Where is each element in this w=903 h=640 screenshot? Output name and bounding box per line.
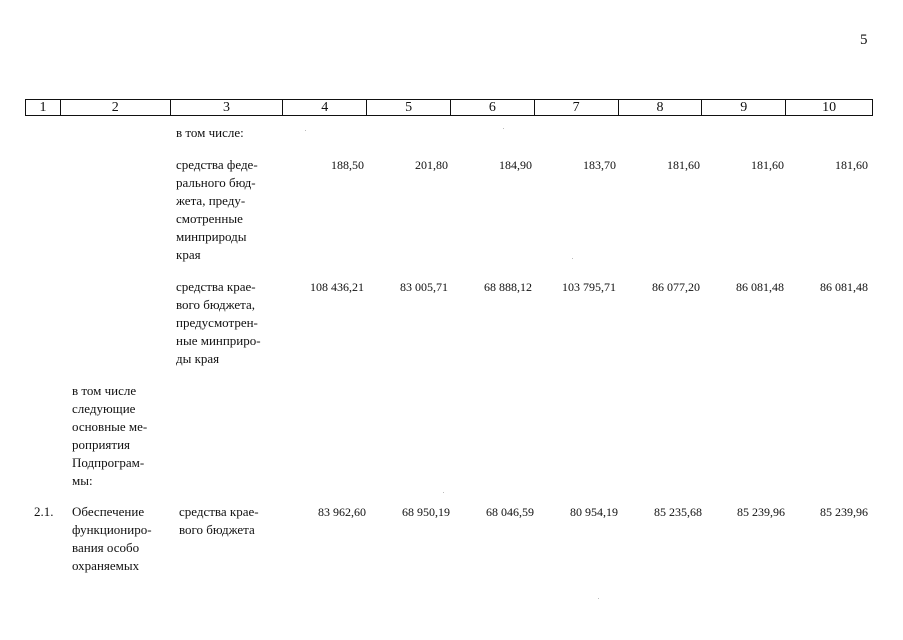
item-name xyxy=(72,503,168,575)
measures-label-line: основные ме- xyxy=(72,419,148,434)
header-col-8: 8 xyxy=(619,100,703,115)
header-col-6: 6 xyxy=(451,100,535,115)
header-col-9: 9 xyxy=(702,100,786,115)
measures-label-line: в том числе xyxy=(72,383,137,398)
table-header-row xyxy=(25,99,873,116)
item-name-line: Обеспечение xyxy=(72,504,145,519)
header-col-4: 4 xyxy=(283,100,367,115)
header-col-5: 5 xyxy=(367,100,451,115)
header-col-10: 10 xyxy=(822,100,837,115)
federal-desc-line: рального бюд- xyxy=(176,175,256,190)
regional-value-col-4: 108 436,21 xyxy=(310,280,364,294)
federal-value-col-9: 181,60 xyxy=(751,158,784,172)
regional-value-col-7: 103 795,71 xyxy=(562,280,616,294)
federal-value-col-8: 181,60 xyxy=(667,158,700,172)
scan-speck xyxy=(443,492,444,493)
regional-desc-line: средства крае- xyxy=(176,279,256,294)
item-value-col-5: 68 950,19 xyxy=(402,505,450,519)
scan-speck xyxy=(598,598,599,599)
header-col-7: 7 xyxy=(535,100,619,115)
regional-budget-description xyxy=(176,278,280,368)
item-value-col-10: 85 239,96 xyxy=(820,505,868,519)
scan-speck xyxy=(572,258,573,259)
measures-label-line: следующие xyxy=(72,401,136,416)
federal-desc-line: минприроды xyxy=(176,229,247,244)
regional-desc-line: ные минприро- xyxy=(176,333,261,348)
scan-speck xyxy=(305,130,306,131)
measures-label-line: Подпрограм- xyxy=(72,455,145,470)
item-value-col-4: 83 962,60 xyxy=(318,505,366,519)
measures-label-line: роприятия xyxy=(72,437,131,452)
federal-value-col-5: 201,80 xyxy=(415,158,448,172)
page-number: 5 xyxy=(860,32,868,48)
item-value-col-7: 80 954,19 xyxy=(570,505,618,519)
header-col-3: 3 xyxy=(171,100,284,115)
item-name-line: функциониро- xyxy=(72,522,152,537)
federal-value-col-4: 188,50 xyxy=(331,158,364,172)
federal-desc-line: жета, преду- xyxy=(176,193,246,208)
regional-value-col-9: 86 081,48 xyxy=(736,280,784,294)
including-label: в том числе: xyxy=(176,125,244,140)
item-name-line: охраняемых xyxy=(72,558,140,573)
regional-desc-line: вого бюджета, xyxy=(176,297,256,312)
item-value-col-8: 85 235,68 xyxy=(654,505,702,519)
item-value-col-9: 85 239,96 xyxy=(737,505,785,519)
regional-value-col-10: 86 081,48 xyxy=(820,280,868,294)
item-number: 2.1. xyxy=(34,504,54,519)
header-col-1: 1 xyxy=(26,100,61,115)
federal-value-col-7: 183,70 xyxy=(583,158,616,172)
item-budget-description xyxy=(179,503,283,539)
federal-desc-line: смотренные xyxy=(176,211,243,226)
item-desc-line: средства крае- xyxy=(179,504,259,519)
federal-desc-line: края xyxy=(176,247,201,262)
regional-value-col-6: 68 888,12 xyxy=(484,280,532,294)
item-desc-line: вого бюджета xyxy=(179,522,255,537)
regional-value-col-8: 86 077,20 xyxy=(652,280,700,294)
header-col-2: 2 xyxy=(61,100,171,115)
scan-speck xyxy=(503,128,504,129)
measures-label xyxy=(72,382,168,490)
regional-desc-line: ды края xyxy=(176,351,220,366)
regional-desc-line: предусмотрен- xyxy=(176,315,258,330)
regional-value-col-5: 83 005,71 xyxy=(400,280,448,294)
federal-budget-description xyxy=(176,156,280,264)
federal-value-col-6: 184,90 xyxy=(499,158,532,172)
item-name-line: вания особо xyxy=(72,540,140,555)
federal-value-col-10: 181,60 xyxy=(835,158,868,172)
federal-desc-line: средства феде- xyxy=(176,157,258,172)
measures-label-line: мы: xyxy=(72,473,93,488)
item-value-col-6: 68 046,59 xyxy=(486,505,534,519)
